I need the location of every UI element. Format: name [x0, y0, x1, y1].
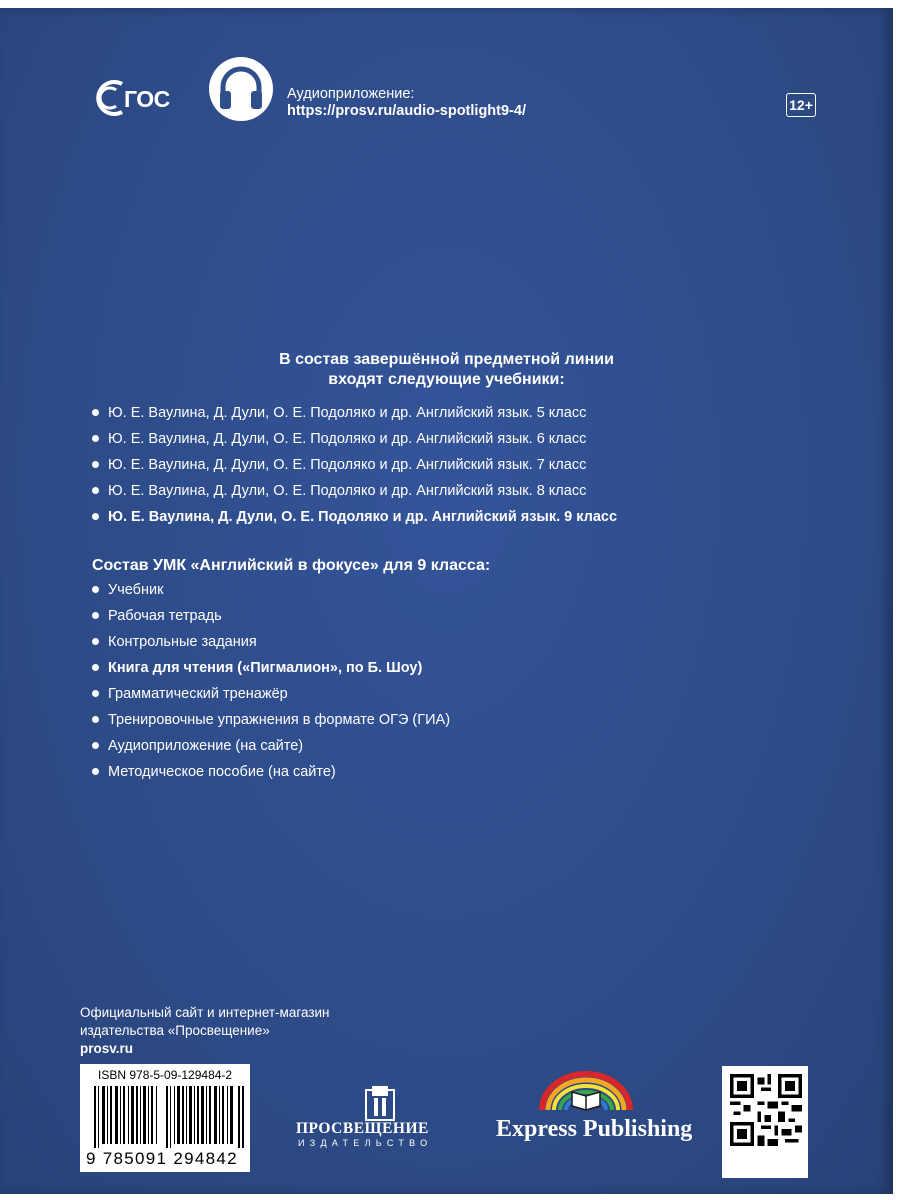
isbn-number: ISBN 978-5-09-129484-2	[98, 1068, 233, 1082]
publisher-site-info	[80, 1004, 330, 1058]
site-line-2: издательства «Просвещение»	[80, 1023, 270, 1038]
umk-list	[92, 577, 450, 785]
list-item: Учебник	[92, 577, 450, 603]
list-item: Ю. Е. Ваулина, Д. Дули, О. Е. Подоляко и др. Английский язык. 9 класс	[92, 504, 617, 530]
barcode-icon	[94, 1086, 244, 1148]
age-rating-badge: 12+	[786, 93, 816, 117]
book-back-cover	[0, 8, 893, 1194]
prosveshchenie-subtitle: ИЗДАТЕЛЬСТВО	[298, 1138, 433, 1148]
audio-label: Аудиоприложение:	[287, 86, 415, 102]
prosveshchenie-name: ПРОСВЕЩЕНИЕ	[296, 1120, 429, 1137]
fgos-label: ГОС	[124, 86, 170, 112]
list-item: Контрольные задания	[92, 629, 450, 655]
prosveshchenie-logo-icon	[340, 1082, 420, 1122]
list-item: Методическое пособие (на сайте)	[92, 759, 450, 785]
line-heading-1: В состав завершённой предметной линии	[279, 351, 614, 368]
site-line-1: Официальный сайт и интернет-магазин	[80, 1005, 330, 1020]
list-item: Ю. Е. Ваулина, Д. Дули, О. Е. Подоляко и др. Английский язык. 6 класс	[92, 426, 617, 452]
list-item: Рабочая тетрадь	[92, 603, 450, 629]
audio-link[interactable]: https://prosv.ru/audio-spotlight9-4/	[287, 103, 526, 119]
express-publishing-logo-icon	[538, 1070, 634, 1114]
list-item: Тренировочные упражнения в формате ОГЭ (ГИА)	[92, 707, 450, 733]
list-item: Ю. Е. Ваулина, Д. Дули, О. Е. Подоляко и др. Английский язык. 7 класс	[92, 452, 617, 478]
list-item: Книга для чтения («Пигмалион», по Б. Шоу)	[92, 655, 450, 681]
list-item: Ю. Е. Ваулина, Д. Дули, О. Е. Подоляко и др. Английский язык. 8 класс	[92, 478, 617, 504]
umk-heading: Состав УМК «Английский в фокусе» для 9 класса:	[92, 557, 491, 574]
list-item: Грамматический тренажёр	[92, 681, 450, 707]
textbook-list	[92, 400, 617, 530]
list-item: Аудиоприложение (на сайте)	[92, 733, 450, 759]
express-publishing-name: Express Publishing	[496, 1116, 693, 1142]
barcode-digits: 9 785091 294842	[86, 1149, 238, 1168]
qr-code-icon	[730, 1074, 802, 1146]
list-item: Ю. Е. Ваулина, Д. Дули, О. Е. Подоляко и др. Английский язык. 5 класс	[92, 400, 617, 426]
site-url[interactable]: prosv.ru	[80, 1041, 134, 1056]
headphones-icon	[209, 57, 273, 121]
line-heading-2: входят следующие учебники:	[328, 371, 565, 388]
